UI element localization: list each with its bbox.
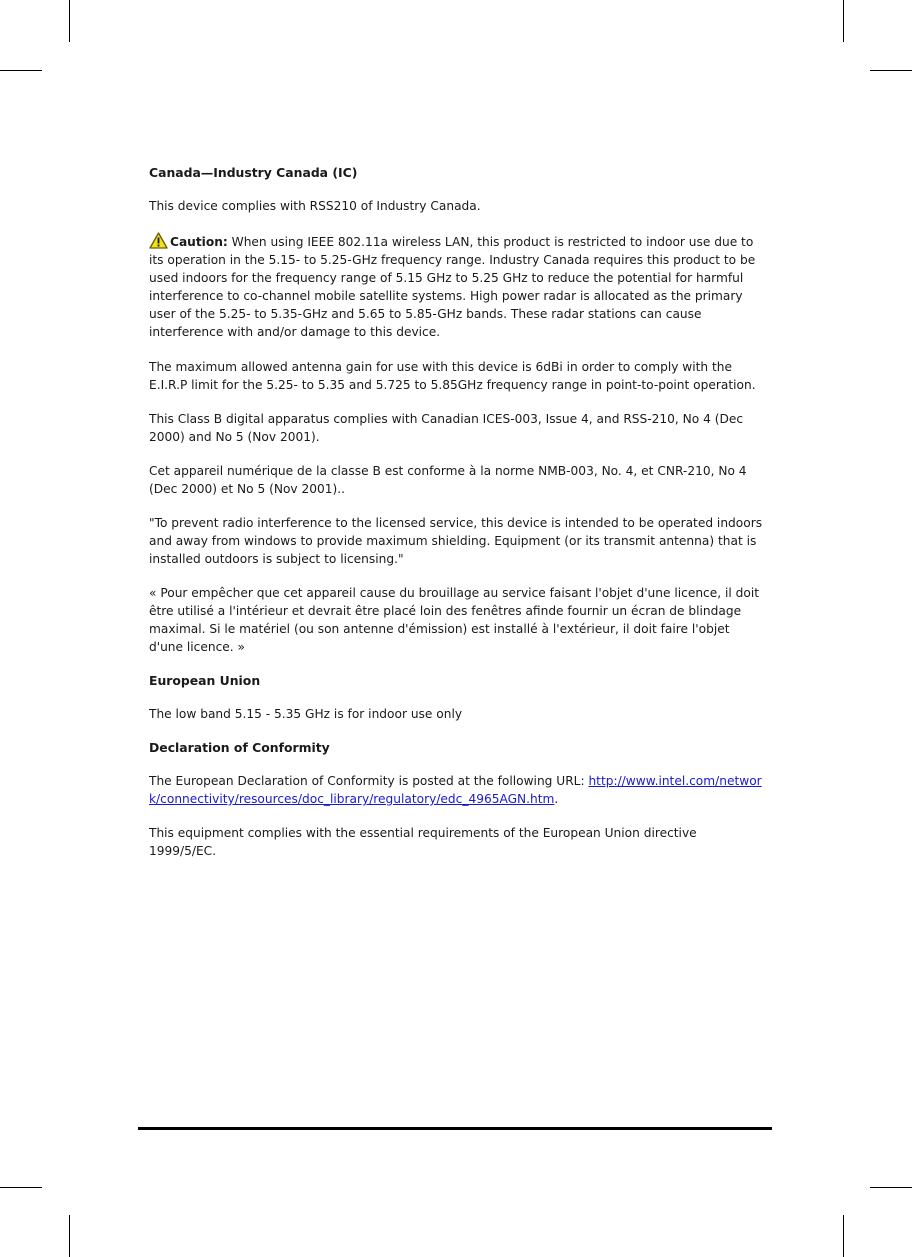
conformity-url-paragraph [149,772,763,808]
crop-mark-bottom-left-vertical [69,1215,70,1257]
document-body [149,164,763,860]
conformity-url-suffix: . [554,792,559,806]
rss210-statement: This device complies with RSS210 of Industry Canada. [149,199,481,213]
warning-triangle-icon [149,232,168,249]
crop-mark-bottom-left-horizontal [0,1187,42,1188]
crop-mark-top-right-vertical [843,0,844,42]
radio-interference-paragraph: "To prevent radio interference to the licensed service, this device is intended to be operated indoors and away from windows to provide maximum shielding. Equipment (or its transmit antenna) that is installed outdoors is subject to licensing." [149,516,763,566]
crop-mark-top-right-horizontal [870,70,912,71]
caution-paragraph [149,232,763,341]
caution-text: When using IEEE 802.11a wireless LAN, this product is restricted to indoor use due to its operation in the 5.15- to 5.25-GHz frequency range. Industry Canada requires this product to be used indoors for the frequency range of 5.15 GHz to 5.25 GHz to reduce the potential for harmful interference to co-channel mobile satellite systems. High power radar is allocated as the primary user of the 5.25- to 5.35-GHz and 5.65 to 5.85-GHz bands. These radar stations can cause interference with and/or damage to this device. [149,235,756,339]
crop-mark-top-left-horizontal [0,70,42,71]
crop-mark-bottom-right-horizontal [870,1187,912,1188]
crop-mark-top-left-vertical [69,0,70,42]
caution-label: Caution: [170,235,228,249]
antenna-gain-paragraph: The maximum allowed antenna gain for use with this device is 6dBi in order to comply with the E.I.R.P limit for the 5.25- to 5.35 and 5.725 to 5.85GHz frequency range in point-to-point operation. [149,360,756,392]
crop-mark-bottom-right-vertical [843,1215,844,1257]
eu-directive-paragraph: This equipment complies with the essential requirements of the European Union directive 1999/5/EC. [149,826,697,858]
radio-interference-french-paragraph: « Pour empêcher que cet appareil cause du brouillage au service faisant l'objet d'une licence, il doit être utilisé a l'intérieur et devrait être placé loin des fenêtres afinde fournir un écran de blindage maximal. Si le matériel (ou son antenne d'émission) est installé à l'extérieur, il doit faire l'objet d'une licence. » [149,586,760,654]
eu-heading: European Union [149,673,261,688]
class-b-french-paragraph: Cet appareil numérique de la classe B est conforme à la norme NMB-003, No. 4, et CNR-210, No 4 (Dec 2000) et No 5 (Nov 2001).. [149,464,747,496]
eu-low-band-statement: The low band 5.15 - 5.35 GHz is for indoor use only [149,707,463,721]
conformity-heading: Declaration of Conformity [149,740,330,755]
conformity-url-prefix: The European Declaration of Conformity is posted at the following URL: [149,774,589,788]
conformity-url-link[interactable]: http://www.intel.com/network/connectivity/resources/doc_library/regulatory/edc_4965AGN.htm [149,774,762,806]
class-b-paragraph: This Class B digital apparatus complies with Canadian ICES-003, Issue 4, and RSS-210, No 4 (Dec 2000) and No 5 (Nov 2001). [149,412,744,444]
canada-heading: Canada—Industry Canada (IC) [149,165,358,180]
footer-rule [138,1127,772,1130]
